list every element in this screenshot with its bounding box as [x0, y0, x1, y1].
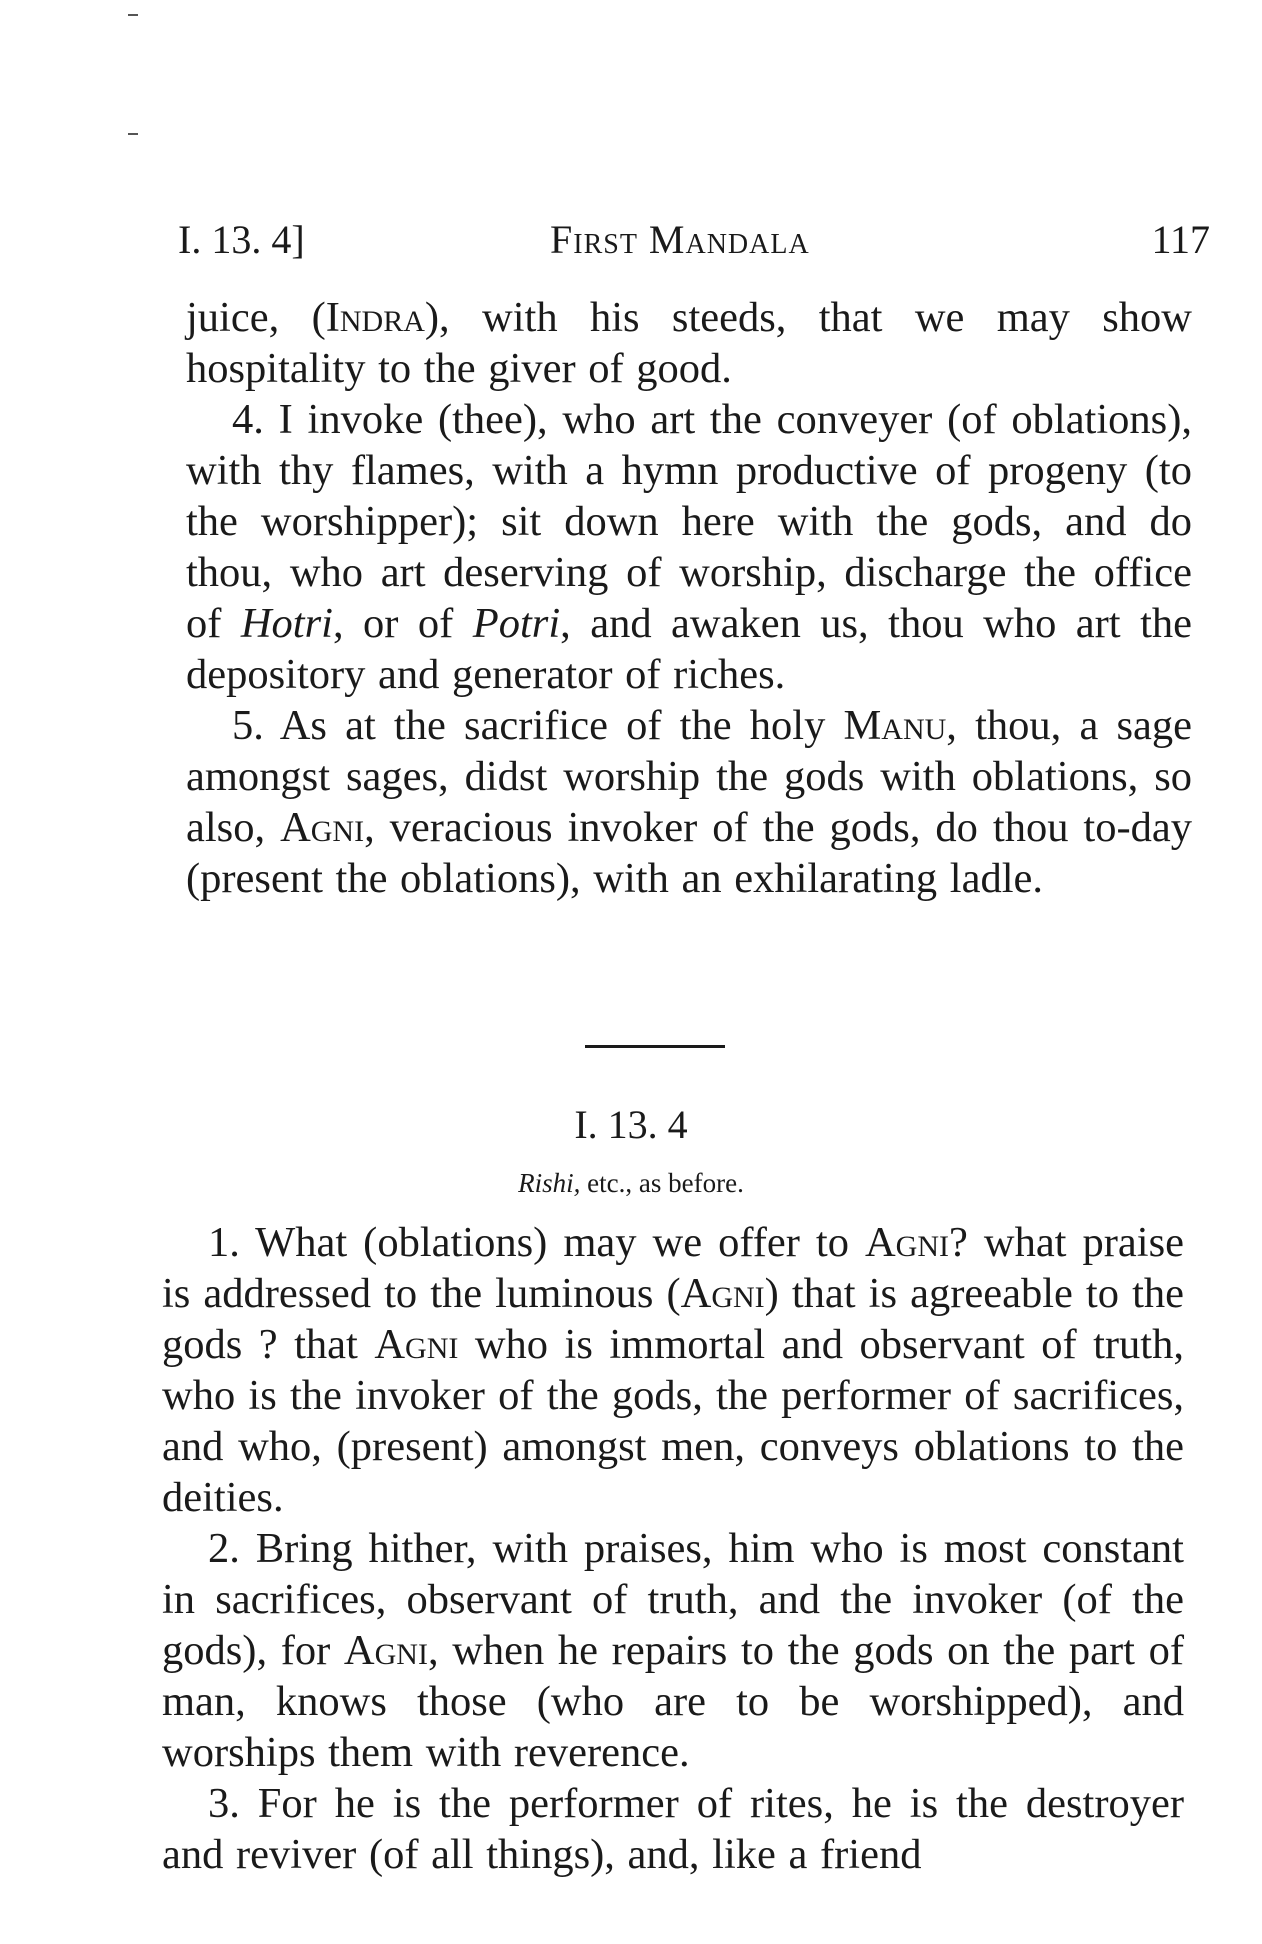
running-header [178, 210, 1210, 270]
page-number: 117 [1151, 217, 1210, 262]
verse-1: 1. What (oblations) may we offer to Agni? what praise is addressed to the luminous (Agni) that is agreeable to the gods ? that Agni who is immortal and observant of truth, who is the invoker of the gods, the performer of sacrifices, and who, (present) amongst men, conveys oblations to the deities. [162, 1219, 1184, 1521]
scan-mark-top [128, 14, 138, 16]
deity-name: Agni [280, 804, 365, 851]
section-previous-hymn [186, 292, 1192, 904]
term-potri: Potri [472, 600, 561, 647]
deity-name: Agni [864, 1219, 949, 1266]
deity-name: Agni [343, 1627, 428, 1674]
header-title: First Mandala [550, 217, 810, 262]
name-manu: Manu [843, 702, 947, 749]
hymn-heading: I. 13. 4 [574, 1102, 688, 1147]
scan-mark-left [128, 133, 138, 135]
deity-name: Agni [680, 1270, 765, 1317]
deity-name: Indra [325, 294, 425, 341]
hymn-subheading: Rishi, etc., as before. [518, 1168, 744, 1198]
paragraph-continuation: juice, (Indra), with his steeds, that we may show hospitality to the giver of good. [186, 294, 1193, 392]
verse-2: 2. Bring hither, with praises, him who is most constant in sacrifices, observant of truth, and the invoker (of the gods), for Agni, when he repairs to the gods on the part of man, knows those (who are to be worshipped), and worships them with reverence. [162, 1525, 1184, 1776]
verse-4: 4. I invoke (thee), who art the conveyer (of oblations), with thy flames, with a hymn productive of progeny (to the worshipper); sit down here with the gods, and do thou, who art deserving of worship, discharge the office of Hotri, or of Potri, and awaken us, thou who art the depository and generator of riches. [186, 396, 1192, 698]
verse-3: 3. For he is the performer of rites, he is the destroyer and reviver (of all things), and, like a friend [162, 1780, 1184, 1878]
term-hotri: Hotri [240, 600, 333, 647]
header-reference: I. 13. 4] [178, 217, 305, 262]
section-divider [585, 1045, 725, 1048]
deity-name: Agni [374, 1321, 459, 1368]
section-hymn-text [162, 1217, 1184, 1880]
verse-5: 5. As at the sacrifice of the holy Manu, thou, a sage amongst sages, didst worship the gods with oblations, so also, Agni, veracious invoker of the gods, do thou to-day (present the oblations), with an exhilarating ladle. [186, 702, 1192, 902]
